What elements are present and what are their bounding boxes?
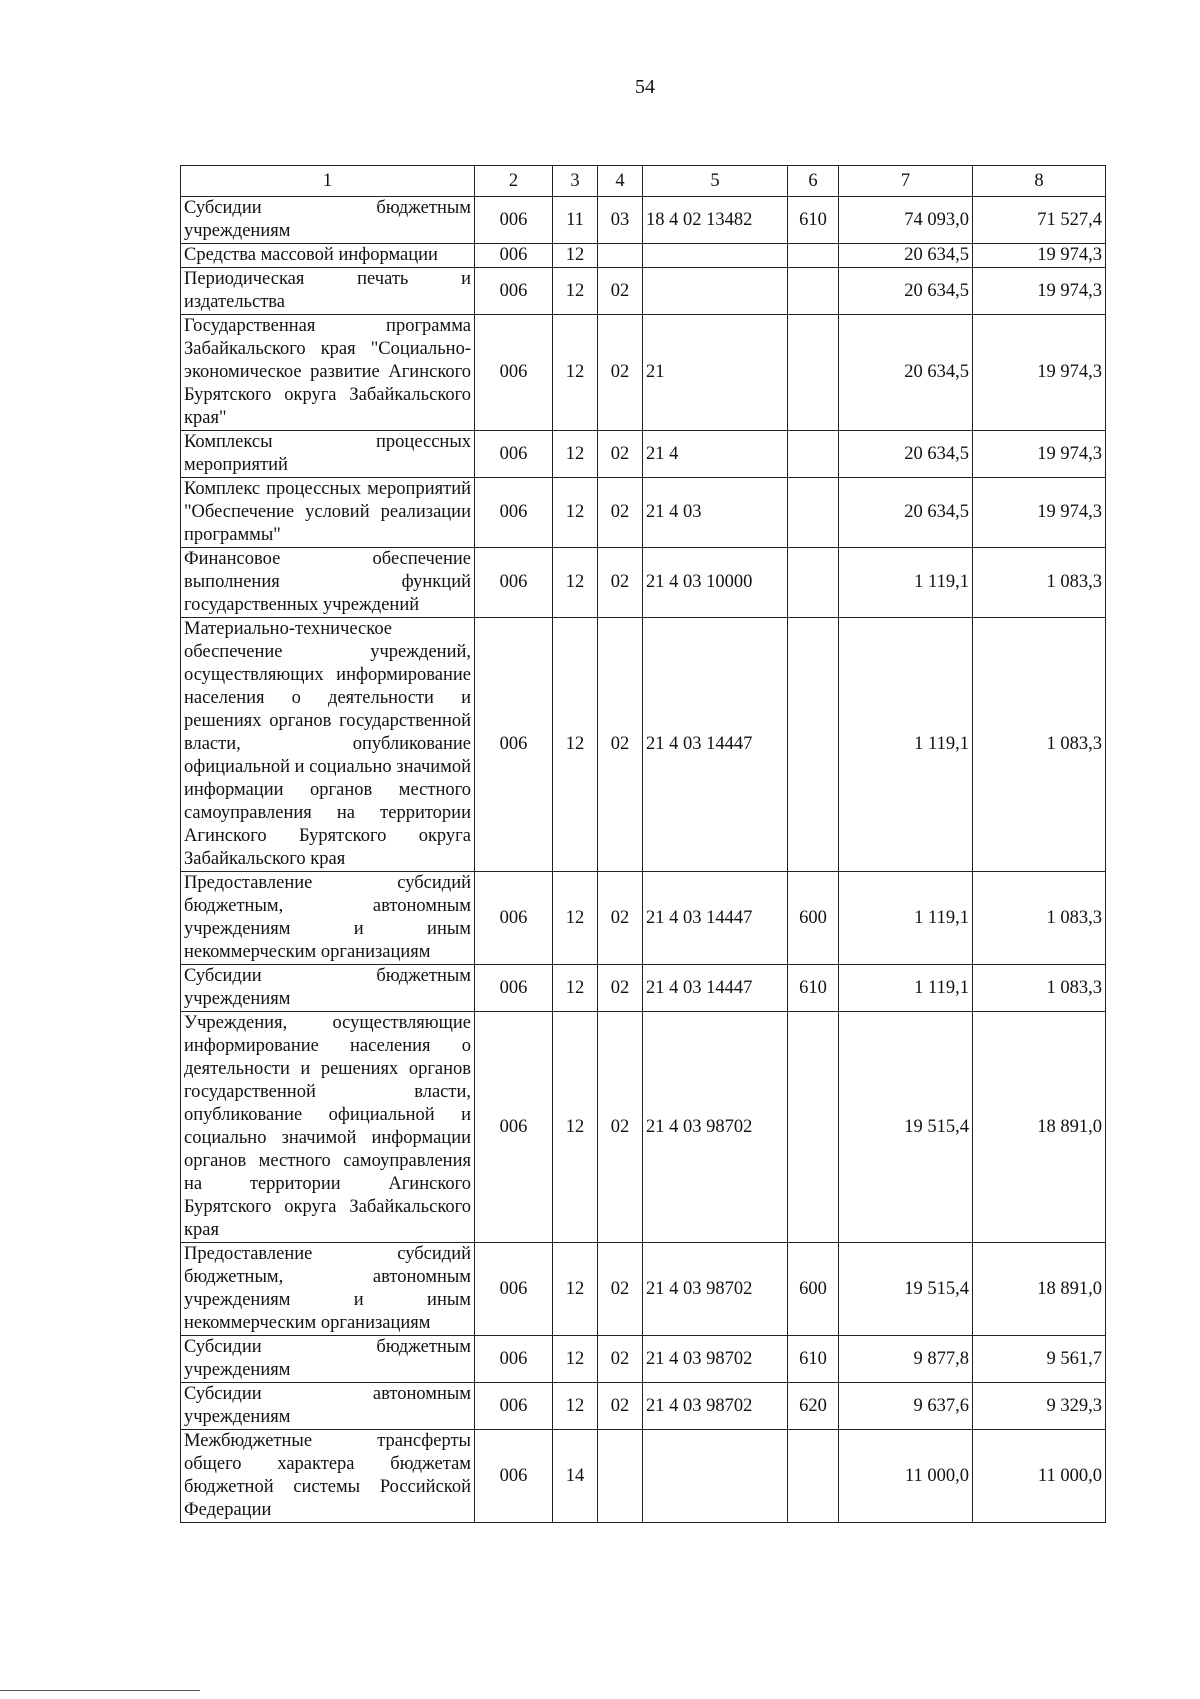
cell-code-ministry: 006 — [475, 872, 553, 965]
table-row — [181, 478, 1106, 548]
cell-section: 12 — [553, 618, 598, 872]
cell-amount-actual: 1 083,3 — [973, 618, 1106, 872]
cell-code-ministry: 006 — [475, 1383, 553, 1430]
column-header: 4 — [598, 166, 643, 197]
row-name-cell: Предоставление субсидий бюджетным, автономным учреждениям и иным некоммерческим организациям — [181, 872, 475, 965]
column-header: 5 — [643, 166, 788, 197]
cell-subsection: 02 — [598, 1336, 643, 1383]
table-row — [181, 1336, 1106, 1383]
cell-code-ministry: 006 — [475, 1012, 553, 1243]
cell-amount-actual: 1 083,3 — [973, 872, 1106, 965]
cell-amount-plan: 9 877,8 — [839, 1336, 973, 1383]
cell-section: 12 — [553, 965, 598, 1012]
cell-amount-actual: 19 974,3 — [973, 244, 1106, 268]
cell-amount-plan: 19 515,4 — [839, 1012, 973, 1243]
cell-expense-type — [788, 548, 839, 618]
cell-code-ministry: 006 — [475, 315, 553, 431]
cell-expense-type — [788, 244, 839, 268]
row-name-cell: Комплекс процессных мероприятий "Обеспечение условий реализации программы" — [181, 478, 475, 548]
cell-subsection: 02 — [598, 965, 643, 1012]
cell-target-article — [643, 244, 788, 268]
cell-section: 11 — [553, 197, 598, 244]
cell-amount-plan: 20 634,5 — [839, 315, 973, 431]
table-row — [181, 315, 1106, 431]
cell-code-ministry: 006 — [475, 268, 553, 315]
cell-subsection: 02 — [598, 618, 643, 872]
cell-expense-type — [788, 478, 839, 548]
row-name-cell: Средства массовой информации — [181, 244, 475, 268]
cell-code-ministry: 006 — [475, 431, 553, 478]
cell-amount-actual: 19 974,3 — [973, 431, 1106, 478]
cell-expense-type — [788, 618, 839, 872]
bottom-rule — [0, 1690, 200, 1691]
cell-amount-plan: 20 634,5 — [839, 431, 973, 478]
cell-expense-type: 610 — [788, 197, 839, 244]
cell-section: 12 — [553, 1243, 598, 1336]
cell-section: 12 — [553, 872, 598, 965]
table-row — [181, 548, 1106, 618]
cell-amount-plan: 9 637,6 — [839, 1383, 973, 1430]
row-name-cell: Материально-техническое обеспечение учреждений, осуществляющих информирование населения о деятельности и решениях органов государственной власти, опубликование официальной и социально значимой информации органов местного самоуправления на территории Агинского Бурятского округа Забайкальского края — [181, 618, 475, 872]
cell-subsection: 02 — [598, 872, 643, 965]
budget-table — [180, 165, 1106, 1523]
cell-subsection: 02 — [598, 1383, 643, 1430]
cell-amount-plan: 11 000,0 — [839, 1430, 973, 1523]
cell-amount-plan: 1 119,1 — [839, 618, 973, 872]
cell-target-article — [643, 1430, 788, 1523]
table-row — [181, 197, 1106, 244]
cell-target-article: 21 — [643, 315, 788, 431]
cell-expense-type — [788, 1012, 839, 1243]
table-row — [181, 1012, 1106, 1243]
cell-target-article: 21 4 03 98702 — [643, 1383, 788, 1430]
cell-expense-type — [788, 268, 839, 315]
row-name-cell: Комплексы процессных мероприятий — [181, 431, 475, 478]
cell-amount-plan: 20 634,5 — [839, 244, 973, 268]
row-name-cell: Субсидии бюджетным учреждениям — [181, 197, 475, 244]
column-header: 8 — [973, 166, 1106, 197]
cell-section: 12 — [553, 548, 598, 618]
cell-amount-actual: 11 000,0 — [973, 1430, 1106, 1523]
cell-amount-actual: 1 083,3 — [973, 548, 1106, 618]
cell-amount-actual: 19 974,3 — [973, 315, 1106, 431]
cell-target-article: 21 4 03 98702 — [643, 1012, 788, 1243]
cell-subsection — [598, 1430, 643, 1523]
cell-expense-type: 610 — [788, 1336, 839, 1383]
row-name-cell: Субсидии бюджетным учреждениям — [181, 1336, 475, 1383]
cell-subsection: 02 — [598, 268, 643, 315]
cell-amount-actual: 9 329,3 — [973, 1383, 1106, 1430]
cell-amount-actual: 9 561,7 — [973, 1336, 1106, 1383]
cell-target-article: 21 4 03 14447 — [643, 618, 788, 872]
cell-amount-plan: 20 634,5 — [839, 268, 973, 315]
cell-code-ministry: 006 — [475, 618, 553, 872]
cell-expense-type — [788, 1430, 839, 1523]
row-name-cell: Финансовое обеспечение выполнения функций государственных учреждений — [181, 548, 475, 618]
cell-code-ministry: 006 — [475, 197, 553, 244]
cell-code-ministry: 006 — [475, 244, 553, 268]
cell-amount-plan: 1 119,1 — [839, 548, 973, 618]
table-row — [181, 1383, 1106, 1430]
column-header: 3 — [553, 166, 598, 197]
column-header: 2 — [475, 166, 553, 197]
cell-subsection — [598, 244, 643, 268]
cell-amount-actual: 71 527,4 — [973, 197, 1106, 244]
cell-section: 12 — [553, 244, 598, 268]
table-row — [181, 431, 1106, 478]
cell-code-ministry: 006 — [475, 1243, 553, 1336]
table-row — [181, 618, 1106, 872]
cell-subsection: 02 — [598, 548, 643, 618]
cell-subsection: 02 — [598, 1243, 643, 1336]
cell-amount-plan: 1 119,1 — [839, 965, 973, 1012]
cell-target-article: 21 4 03 10000 — [643, 548, 788, 618]
column-header: 6 — [788, 166, 839, 197]
cell-code-ministry: 006 — [475, 1430, 553, 1523]
cell-expense-type: 610 — [788, 965, 839, 1012]
page-number: 54 — [635, 76, 655, 98]
cell-amount-actual: 19 974,3 — [973, 268, 1106, 315]
cell-subsection: 02 — [598, 315, 643, 431]
row-name-cell: Межбюджетные трансферты общего характера бюджетам бюджетной системы Российской Федерации — [181, 1430, 475, 1523]
cell-section: 12 — [553, 268, 598, 315]
row-name-cell: Государственная программа Забайкальского края "Социально-экономическое развитие Агинского Бурятского округа Забайкальского края" — [181, 315, 475, 431]
table-row — [181, 872, 1106, 965]
table-row — [181, 1243, 1106, 1336]
column-header: 1 — [181, 166, 475, 197]
cell-section: 12 — [553, 478, 598, 548]
cell-section: 14 — [553, 1430, 598, 1523]
column-header: 7 — [839, 166, 973, 197]
cell-amount-actual: 18 891,0 — [973, 1243, 1106, 1336]
cell-expense-type: 620 — [788, 1383, 839, 1430]
cell-amount-actual: 18 891,0 — [973, 1012, 1106, 1243]
cell-section: 12 — [553, 431, 598, 478]
cell-section: 12 — [553, 1336, 598, 1383]
cell-section: 12 — [553, 1012, 598, 1243]
cell-section: 12 — [553, 1383, 598, 1430]
row-name-cell: Субсидии автономным учреждениям — [181, 1383, 475, 1430]
cell-subsection: 03 — [598, 197, 643, 244]
cell-code-ministry: 006 — [475, 965, 553, 1012]
cell-code-ministry: 006 — [475, 1336, 553, 1383]
cell-amount-plan: 1 119,1 — [839, 872, 973, 965]
table-header-row — [181, 166, 1106, 197]
cell-expense-type: 600 — [788, 872, 839, 965]
table-row — [181, 244, 1106, 268]
row-name-cell: Предоставление субсидий бюджетным, автономным учреждениям и иным некоммерческим организациям — [181, 1243, 475, 1336]
cell-amount-actual: 19 974,3 — [973, 478, 1106, 548]
cell-amount-plan: 20 634,5 — [839, 478, 973, 548]
cell-amount-actual: 1 083,3 — [973, 965, 1106, 1012]
cell-expense-type: 600 — [788, 1243, 839, 1336]
cell-subsection: 02 — [598, 478, 643, 548]
row-name-cell: Субсидии бюджетным учреждениям — [181, 965, 475, 1012]
cell-target-article: 21 4 03 14447 — [643, 872, 788, 965]
table-row — [181, 268, 1106, 315]
cell-target-article: 21 4 — [643, 431, 788, 478]
cell-code-ministry: 006 — [475, 478, 553, 548]
cell-amount-plan: 19 515,4 — [839, 1243, 973, 1336]
table-row — [181, 965, 1106, 1012]
row-name-cell: Периодическая печать и издательства — [181, 268, 475, 315]
cell-code-ministry: 006 — [475, 548, 553, 618]
row-name-cell: Учреждения, осуществляющие информирование населения о деятельности и решениях органов государственной власти, опубликование официальной и социально значимой информации органов местного самоуправления на территории Агинского Бурятского округа Забайкальского края — [181, 1012, 475, 1243]
cell-subsection: 02 — [598, 1012, 643, 1243]
cell-amount-plan: 74 093,0 — [839, 197, 973, 244]
cell-target-article: 21 4 03 14447 — [643, 965, 788, 1012]
cell-section: 12 — [553, 315, 598, 431]
cell-target-article: 21 4 03 98702 — [643, 1336, 788, 1383]
cell-expense-type — [788, 315, 839, 431]
cell-target-article — [643, 268, 788, 315]
cell-target-article: 18 4 02 13482 — [643, 197, 788, 244]
cell-subsection: 02 — [598, 431, 643, 478]
cell-target-article: 21 4 03 98702 — [643, 1243, 788, 1336]
cell-target-article: 21 4 03 — [643, 478, 788, 548]
cell-expense-type — [788, 431, 839, 478]
table-row — [181, 1430, 1106, 1523]
